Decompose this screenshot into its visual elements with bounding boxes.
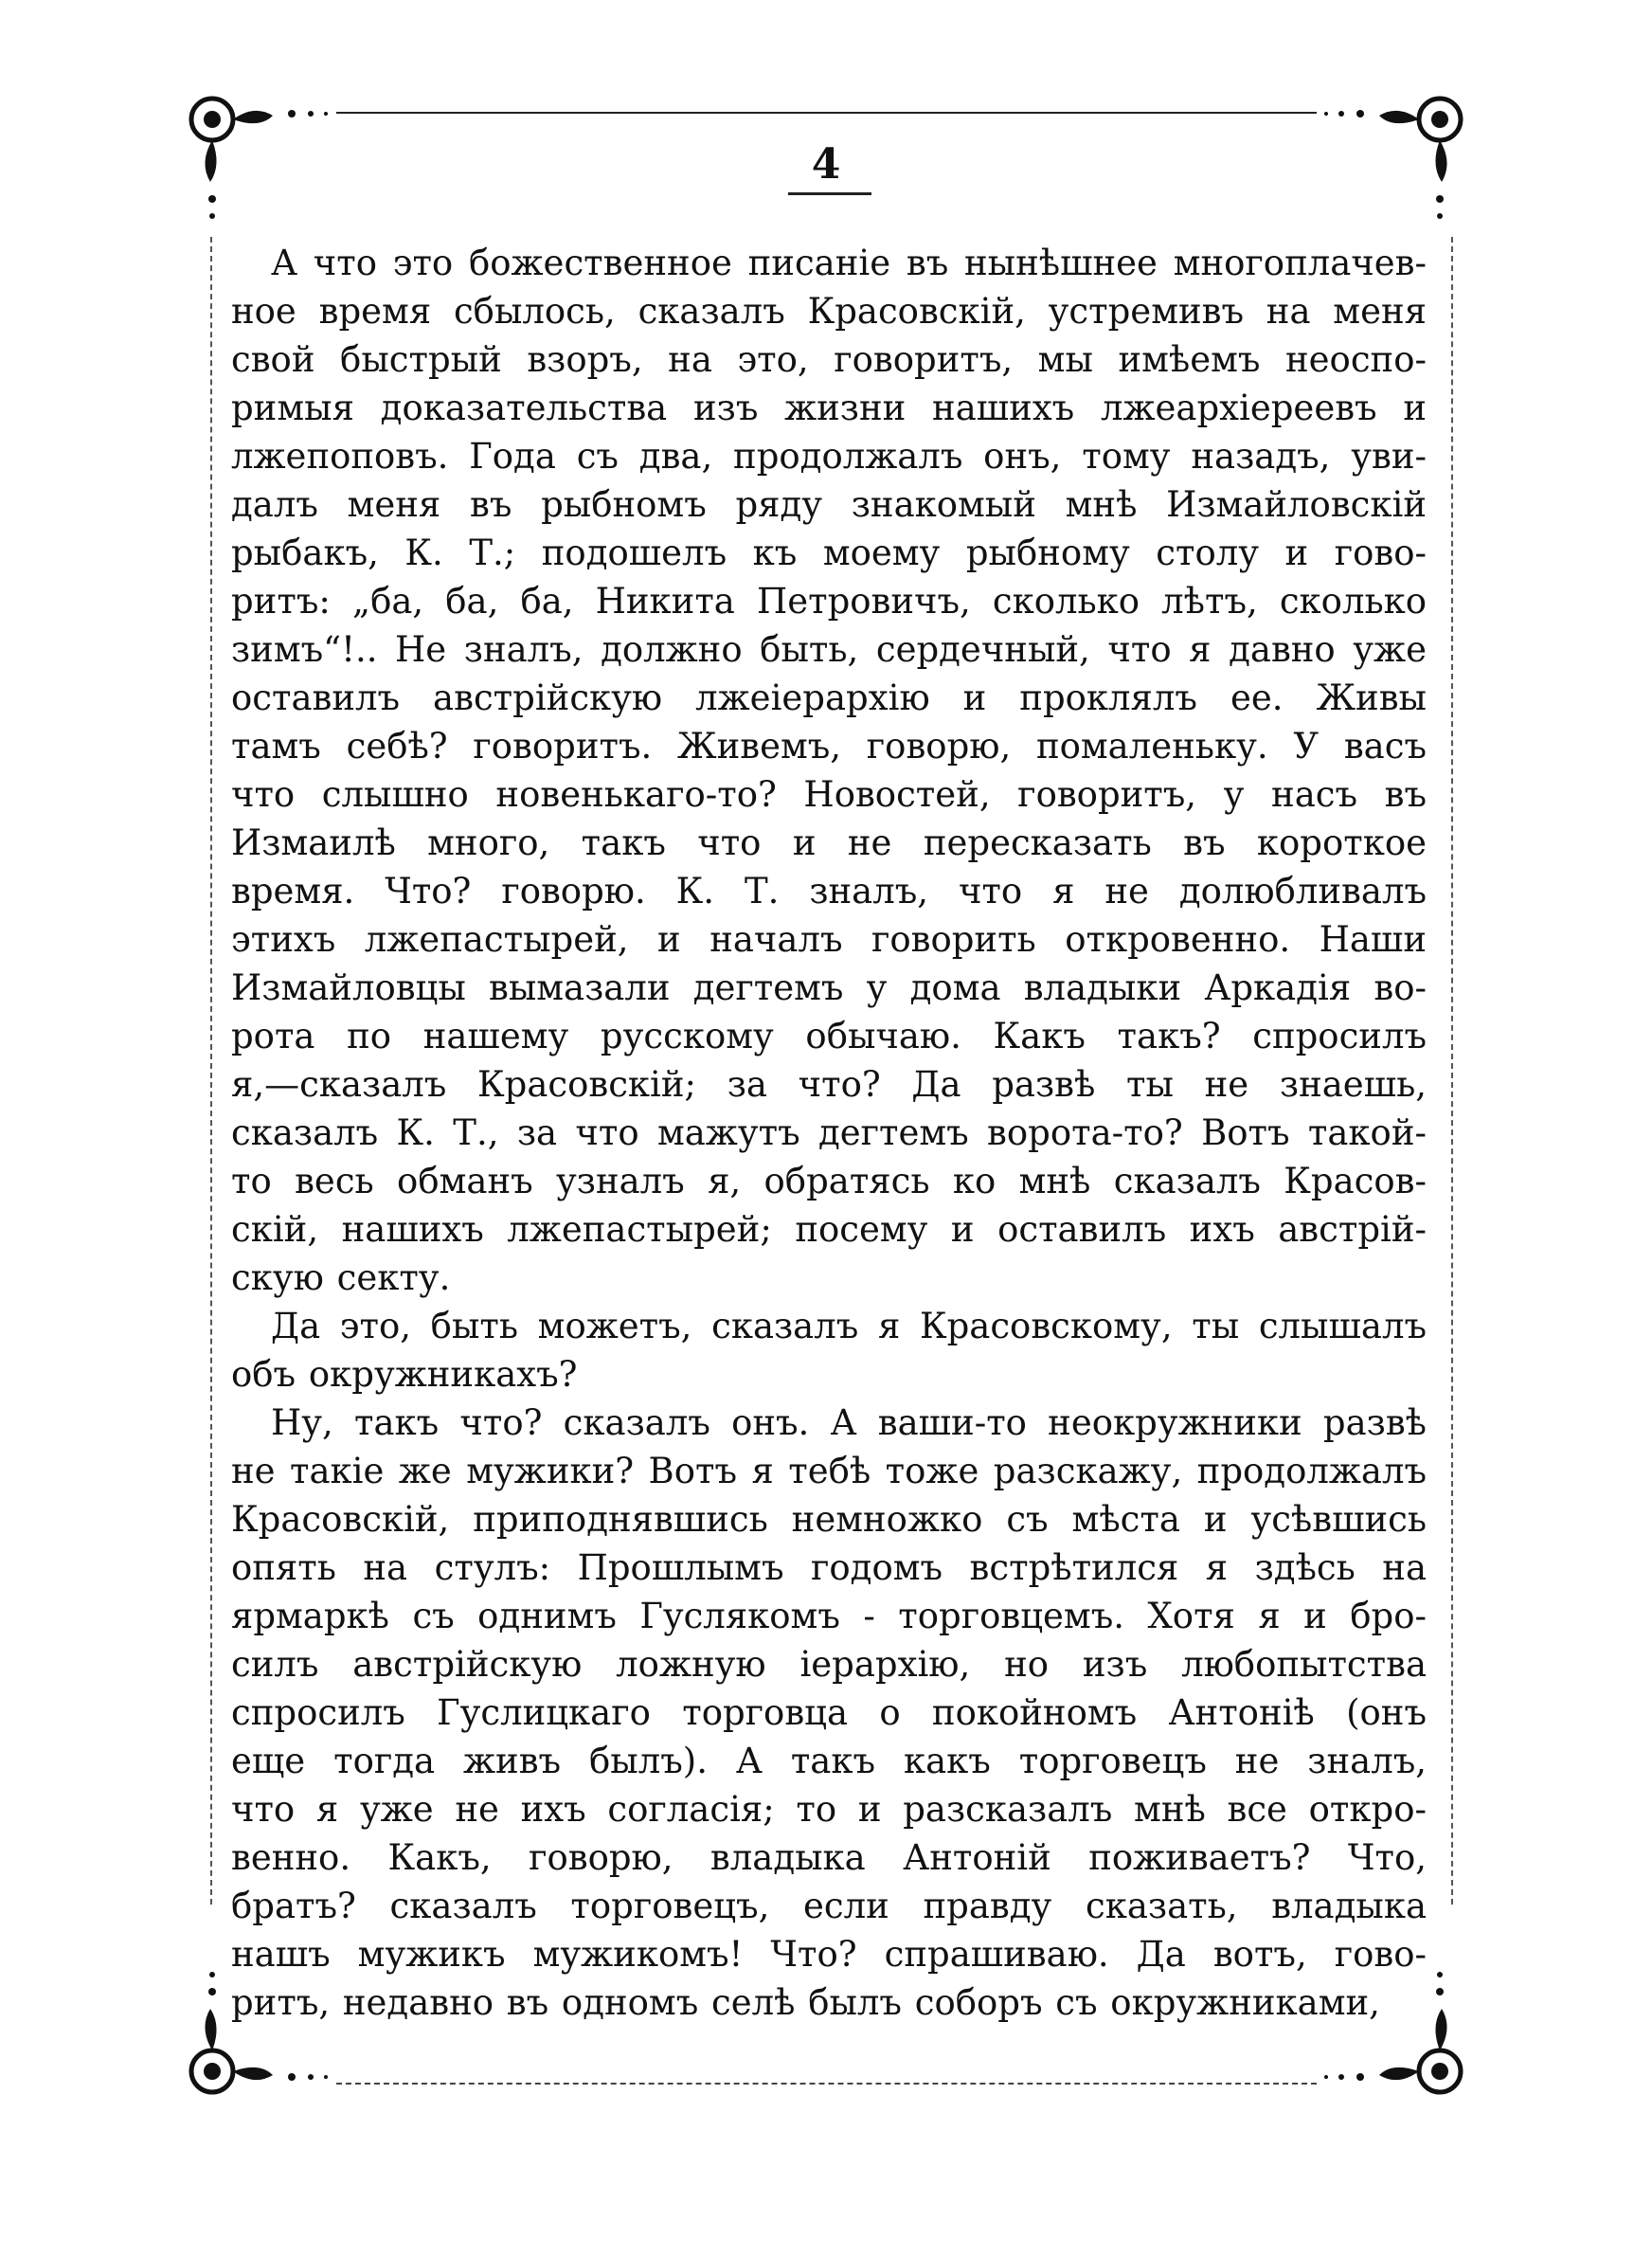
text-line: время. Что? говорю. К. Т. зналъ, что я не долюбливалъ bbox=[231, 871, 1427, 912]
text-line: я,—сказалъ Красовскій; за что? Да развѣ ты не знаешь, bbox=[231, 1064, 1427, 1105]
text-line: Красовскій, приподнявшись немножко съ мѣста и усѣвшись bbox=[231, 1499, 1427, 1540]
text-line: спросилъ Гуслицкаго торговца о покойномъ Антоніѣ (онъ bbox=[231, 1692, 1427, 1733]
text-line: опять на стулъ: Прошлымъ годомъ встрѣтился я здѣсь на bbox=[231, 1547, 1427, 1588]
text-line: братъ? сказалъ торговецъ, если правду сказать, владыка bbox=[231, 1886, 1427, 1926]
text-line: нашъ мужикъ мужикомъ! Что? спрашиваю. Да вотъ, гово- bbox=[231, 1934, 1427, 1975]
text-line: Ну, такъ что? сказалъ онъ. А ваши-то неокружники развѣ bbox=[271, 1402, 1427, 1443]
text-line: ярмаркѣ съ однимъ Гуслякомъ - торговцемъ. Хотя я и бро- bbox=[231, 1596, 1427, 1636]
text-line: лжепоповъ. Года съ два, продолжалъ онъ, тому назадъ, уви- bbox=[231, 436, 1427, 477]
text-line: ритъ, недавно въ одномъ селѣ былъ соборъ съ окружниками, bbox=[231, 1982, 1380, 2023]
bottom-border-line bbox=[336, 2083, 1317, 2085]
text-line: венно. Какъ, говорю, владыка Антоній поживаетъ? Что, bbox=[231, 1837, 1427, 1878]
text-line: свой быстрый взоръ, на это, говоритъ, мы имѣемъ неоспо- bbox=[231, 339, 1427, 380]
left-border-line bbox=[210, 237, 212, 1905]
text-line: римыя доказательства изъ жизни нашихъ лжеархіереевъ и bbox=[231, 388, 1427, 428]
text-line: зимъ“!.. Не зналъ, должно быть, сердечный, что я давно уже bbox=[231, 629, 1427, 670]
text-line: скую секту. bbox=[231, 1257, 451, 1298]
text-line: объ окружникахъ? bbox=[231, 1354, 578, 1395]
text-line: еще тогда живъ былъ). А такъ какъ торговецъ не зналъ, bbox=[231, 1741, 1427, 1781]
text-line: Измайловцы вымазали дегтемъ у дома владыки Аркадія во- bbox=[231, 967, 1427, 1008]
body-text bbox=[231, 239, 1427, 2027]
text-line: что я уже не ихъ согласія; то и разсказалъ мнѣ все откро- bbox=[231, 1789, 1427, 1830]
page-number-underline bbox=[788, 192, 871, 195]
text-line: сказалъ К. Т., за что мажутъ дегтемъ ворота-то? Вотъ такой- bbox=[231, 1112, 1427, 1153]
text-line: скій, нашихъ лжепастырей; посему и оставилъ ихъ австрій- bbox=[231, 1209, 1427, 1250]
text-line: рота по нашему русскому обычаю. Какъ такъ? спросилъ bbox=[231, 1016, 1427, 1056]
text-line: А что это божественное писаніе въ нынѣшнее многоплачев- bbox=[271, 243, 1427, 283]
text-line: этихъ лжепастырей, и началъ говорить откровенно. Наши bbox=[231, 919, 1427, 960]
text-line: ритъ: „ба, ба, ба, Никита Петровичъ, сколько лѣтъ, сколько bbox=[231, 581, 1427, 622]
text-line: силъ австрійскую ложную іерархію, но изъ любопытства bbox=[231, 1644, 1427, 1685]
text-line: ное время сбылось, сказалъ Красовскій, устремивъ на меня bbox=[231, 291, 1427, 332]
text-line: рыбакъ, К. Т.; подошелъ къ моему рыбному столу и гово- bbox=[231, 533, 1427, 573]
text-line: не такіе же мужики? Вотъ я тебѣ тоже разскажу, продолжалъ bbox=[231, 1451, 1427, 1491]
right-border-line bbox=[1451, 237, 1453, 1905]
page-number: 4 bbox=[811, 140, 841, 189]
text-line: оставилъ австрійскую лжеіерархію и проклялъ ее. Живы bbox=[231, 677, 1427, 718]
text-line: Да это, быть можетъ, сказалъ я Красовскому, ты слышалъ bbox=[271, 1306, 1427, 1346]
text-line: то весь обманъ узналъ я, обратясь ко мнѣ сказалъ Красов- bbox=[231, 1161, 1427, 1201]
text-line: что слышно новенькаго-то? Новостей, говоритъ, у насъ въ bbox=[231, 774, 1427, 815]
text-line: тамъ себѣ? говоритъ. Живемъ, говорю, помаленьку. У васъ bbox=[231, 726, 1427, 767]
top-border-line bbox=[336, 112, 1317, 114]
text-line: Измаилѣ много, такъ что и не пересказать въ короткое bbox=[231, 822, 1427, 863]
text-line: далъ меня въ рыбномъ ряду знакомый мнѣ Измайловскій bbox=[231, 484, 1427, 525]
